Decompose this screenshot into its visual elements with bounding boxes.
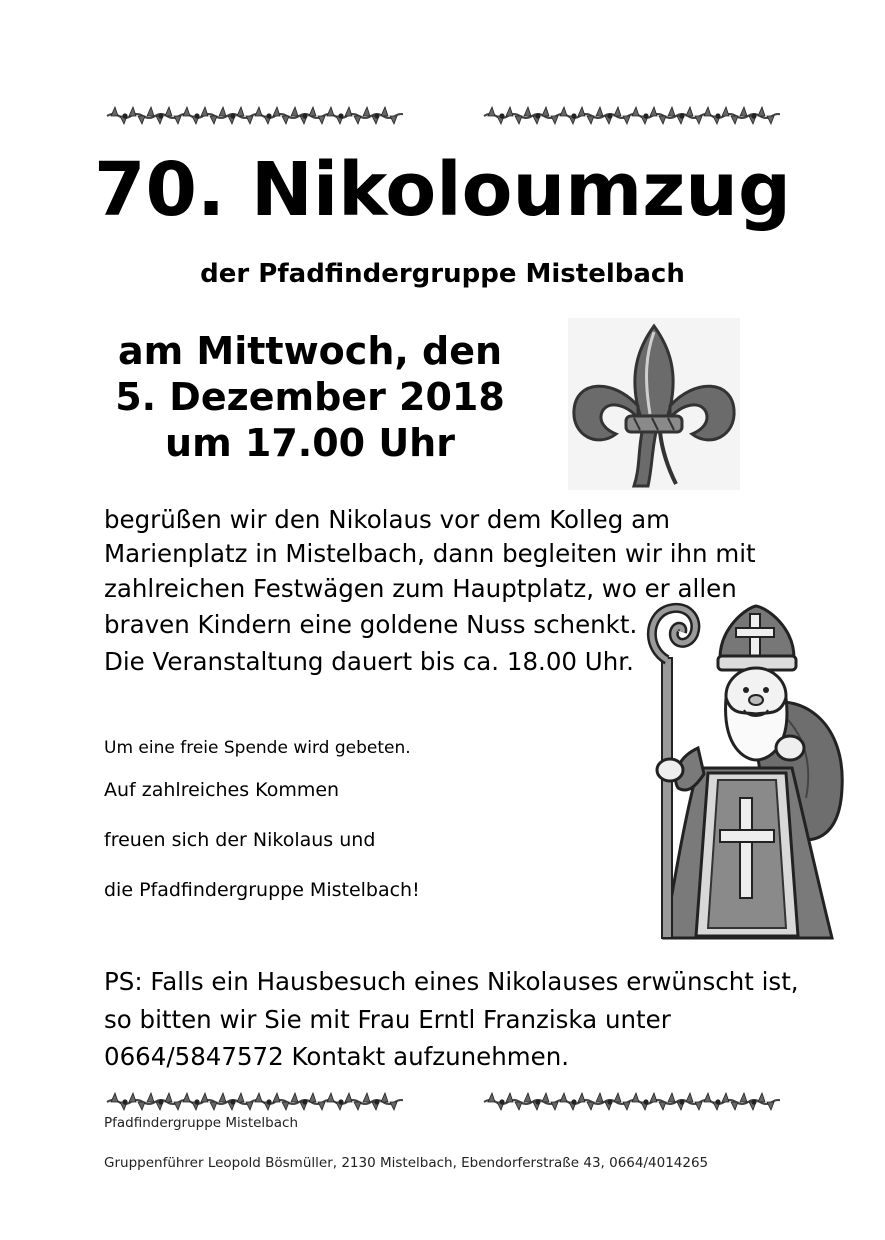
page-subtitle: der Pfadfindergruppe Mistelbach — [200, 259, 685, 289]
date-line-2: 5. Dezember 2018 — [115, 375, 505, 419]
garland-top-right — [482, 104, 780, 126]
ps-line-1: PS: Falls ein Hausbesuch eines Nikolauses erwünscht ist, — [104, 967, 799, 996]
body-line-1: begrüßen wir den Nikolaus vor dem Kolleg am — [104, 505, 670, 534]
closing-line-1: Auf zahlreiches Kommen — [104, 779, 340, 801]
garland-bottom-right — [482, 1090, 780, 1112]
body-line-2: Marienplatz in Mistelbach, dann begleiten wir ihn mit — [104, 539, 756, 568]
closing-line-2: freuen sich der Nikolaus und — [104, 829, 376, 851]
body-line-3: zahlreichen Festwägen zum Hauptplatz, wo er allen — [104, 574, 737, 603]
body-line-4: braven Kindern eine goldene Nuss schenkt. — [104, 610, 638, 639]
donation-note: Um eine freie Spende wird gebeten. — [104, 738, 411, 758]
date-line-1: am Mittwoch, den — [117, 329, 503, 373]
closing-line-3: die Pfadfindergruppe Mistelbach! — [104, 879, 420, 901]
footer-org: Pfadfindergruppe Mistelbach — [104, 1115, 298, 1131]
garland-bottom-left — [105, 1090, 403, 1112]
page-title: 70. Nikoloumzug — [94, 147, 791, 233]
footer-contact: Gruppenführer Leopold Bösmüller, 2130 Mistelbach, Ebendorferstraße 43, 0664/4014265 — [104, 1155, 709, 1171]
garland-top-left — [105, 104, 403, 126]
saint-nicholas-illustration — [636, 598, 854, 948]
ps-line-3: 0664/5847572 Kontakt aufzunehmen. — [104, 1042, 570, 1071]
date-line-3: um 17.00 Uhr — [165, 421, 455, 465]
body-line-5: Die Veranstaltung dauert bis ca. 18.00 Uhr. — [104, 647, 634, 676]
scout-lily-logo — [568, 318, 740, 490]
ps-line-2: so bitten wir Sie mit Frau Erntl Franziska unter — [104, 1005, 671, 1034]
